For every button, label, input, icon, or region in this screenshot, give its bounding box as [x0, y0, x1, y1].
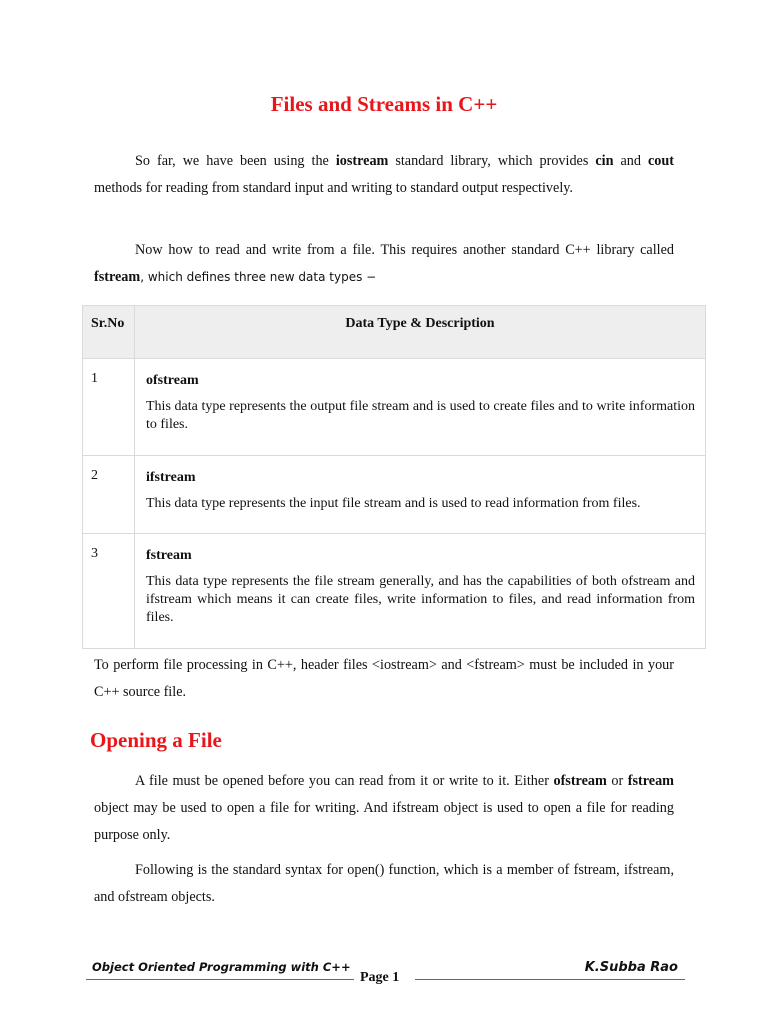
row-number: 3 — [83, 534, 135, 649]
after-table-paragraph: To perform file processing in C++, header files <iostream> and <fstream> must be included in your C++ source file. — [94, 657, 674, 700]
type-description: This data type represents the file stream generally, and has the capabilities of both ofstream and ifstream which means it can create files, write information to files, and read information from files. — [146, 574, 695, 625]
table-header-row — [83, 306, 706, 359]
header-description: Data Type & Description — [135, 306, 706, 359]
data-types-table — [82, 305, 706, 649]
footer-rule-right — [415, 979, 685, 980]
type-description: This data type represents the input file stream and is used to read information from files. — [146, 496, 641, 511]
row-number: 1 — [83, 359, 135, 456]
footer-rule-left — [86, 979, 354, 980]
intro-paragraph-1: So far, we have been using the iostream standard library, which provides cin and cout methods for reading from standard input and writing to standard output respectively. — [94, 153, 674, 196]
page-title: Files and Streams in C++ — [270, 92, 498, 116]
row-number: 2 — [83, 456, 135, 534]
opening-paragraph-2: Following is the standard syntax for open() function, which is a member of fstream, ifstream, and ofstream objects. — [94, 862, 674, 905]
footer-course-title: Object Oriented Programming with C++ — [92, 960, 351, 974]
intro-paragraph-2: Now how to read and write from a file. This requires another standard C++ library called fstream, which defines three new data types − — [94, 242, 674, 285]
footer-page-number: Page 1 — [360, 970, 400, 985]
table-row — [83, 534, 706, 649]
section-heading: Opening a File — [90, 728, 222, 752]
type-name: ofstream — [146, 373, 199, 388]
table-row — [83, 456, 706, 534]
type-description: This data type represents the output file stream and is used to create files and to write information to files. — [146, 399, 695, 432]
footer-author: K.Subba Rao — [584, 960, 678, 975]
header-srno: Sr.No — [83, 306, 135, 359]
type-name: fstream — [146, 548, 192, 563]
opening-paragraph-1: A file must be opened before you can read from it or write to it. Either ofstream or fstream object may be used to open a file for writing. And ifstream object is used to open a file for reading purpose only. — [94, 773, 674, 843]
table-row — [83, 359, 706, 456]
type-name: ifstream — [146, 470, 196, 485]
